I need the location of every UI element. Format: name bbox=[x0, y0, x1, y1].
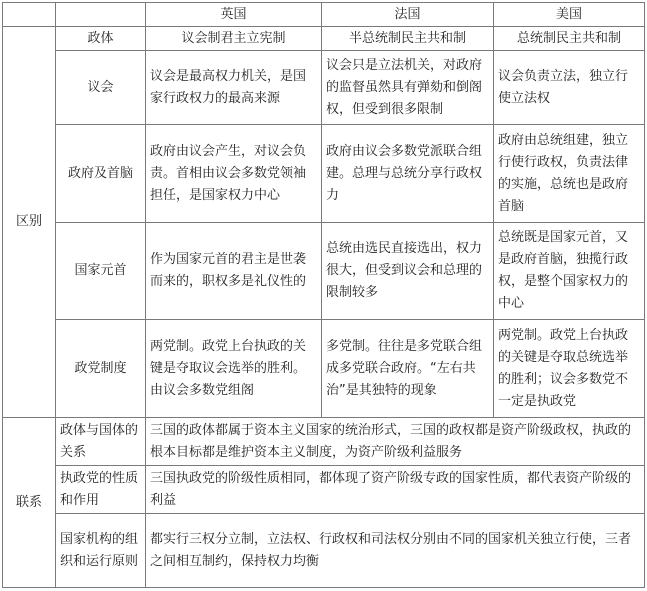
header-corner-cell bbox=[3, 3, 56, 27]
usa-cell: 总统既是国家元首，又是政府首脑，独揽行政权，是整个国家权力的中心 bbox=[494, 223, 645, 320]
row-topic: 议会 bbox=[56, 51, 146, 125]
header-row bbox=[3, 3, 645, 27]
connection-cell: 都实行三权分立制，立法权、行政权和司法权分别由不同的国家机关独立行使，三者之间相互制约，保持权力均衡 bbox=[146, 514, 645, 588]
header-uk: 英国 bbox=[146, 3, 322, 27]
france-cell: 政府由议会多数党派联合组建。总理与总统分享行政权力 bbox=[322, 125, 494, 223]
usa-cell: 议会负责立法，独立行使立法权 bbox=[494, 51, 645, 125]
table-row bbox=[3, 466, 645, 514]
row-topic: 政体与国体的关系 bbox=[56, 418, 146, 466]
france-cell: 多党制。往往是多党联合组成多党联合政府。“左右共治”是其独特的现象 bbox=[322, 320, 494, 418]
uk-cell: 议会是最高权力机关，是国家行政权力的最高来源 bbox=[146, 51, 322, 125]
row-topic: 执政党的性质和作用 bbox=[56, 466, 146, 514]
row-topic: 国家机构的组织和运行原则 bbox=[56, 514, 146, 588]
table-row bbox=[3, 514, 645, 588]
table-row bbox=[3, 125, 645, 223]
france-cell: 半总统制民主共和制 bbox=[322, 27, 494, 51]
uk-cell: 政府由议会产生，对议会负责。首相由议会多数党领袖担任，是国家权力中心 bbox=[146, 125, 322, 223]
row-topic: 政党制度 bbox=[56, 320, 146, 418]
france-cell: 总统由选民直接选出，权力很大，但受到议会和总理的限制较多 bbox=[322, 223, 494, 320]
table-row bbox=[3, 320, 645, 418]
row-topic: 政体 bbox=[56, 27, 146, 51]
difference-label: 区别 bbox=[3, 27, 56, 418]
france-cell: 议会只是立法机关，对政府的监督虽然具有弹劾和倒阁权，但受到很多限制 bbox=[322, 51, 494, 125]
table-row bbox=[3, 223, 645, 320]
connection-cell: 三国执政党的阶级性质相同，都体现了资产阶级专政的国家性质，都代表资产阶级的利益 bbox=[146, 466, 645, 514]
row-topic: 国家元首 bbox=[56, 223, 146, 320]
uk-cell: 两党制。政党上台执政的关键是夺取议会选举的胜利。由议会多数党组阁 bbox=[146, 320, 322, 418]
connection-label: 联系 bbox=[3, 418, 56, 588]
usa-cell: 政府由总统组建，独立行使行政权，负责法律的实施，总统也是政府首脑 bbox=[494, 125, 645, 223]
header-france: 法国 bbox=[322, 3, 494, 27]
header-usa: 美国 bbox=[494, 3, 645, 27]
header-topic-cell bbox=[56, 3, 146, 27]
table-row bbox=[3, 27, 645, 51]
table-row bbox=[3, 418, 645, 466]
row-topic: 政府及首脑 bbox=[56, 125, 146, 223]
uk-cell: 议会制君主立宪制 bbox=[146, 27, 322, 51]
uk-cell: 作为国家元首的君主是世袭而来的，职权多是礼仪性的 bbox=[146, 223, 322, 320]
connection-cell: 三国的政体都属于资本主义国家的统治形式，三国的政权都是资产阶级政权，执政的根本目标都是维护资本主义制度，为资产阶级利益服务 bbox=[146, 418, 645, 466]
comparison-table bbox=[2, 2, 645, 588]
usa-cell: 两党制。政党上台执政的关键是夺取总统选举的胜利；议会多数党不一定是执政党 bbox=[494, 320, 645, 418]
usa-cell: 总统制民主共和制 bbox=[494, 27, 645, 51]
table-row bbox=[3, 51, 645, 125]
